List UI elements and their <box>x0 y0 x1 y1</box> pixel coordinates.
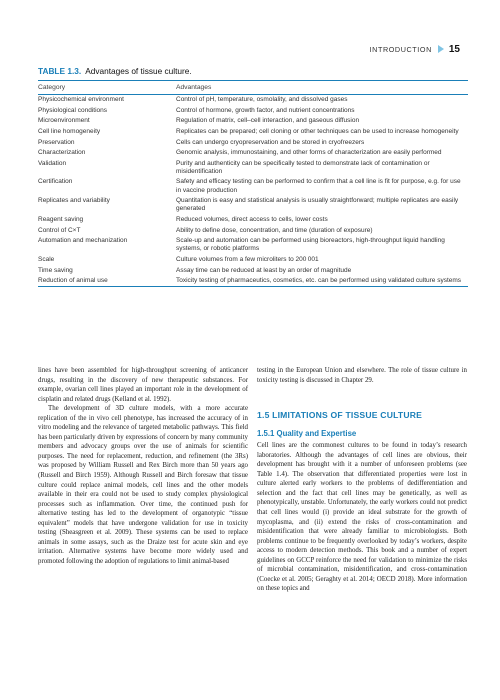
table-cell-category: Control of C×T <box>38 226 81 234</box>
column-header-advantages: Advantages <box>176 84 212 91</box>
table-cell-advantage: Toxicity testing of pharmaceutics, cosmetics, etc. can be performed using validated culture systems <box>176 277 462 285</box>
table-body <box>38 95 468 286</box>
table-cell-category: Characterization <box>38 149 86 157</box>
table-row <box>38 255 468 266</box>
table-row <box>38 158 468 177</box>
table-cell-category: Microenvironment <box>38 117 90 125</box>
table-caption <box>38 66 468 76</box>
table-cell-category: Physicochemical environment <box>38 96 124 104</box>
table-cell-advantage: Purity and authenticity can be specifically tested to demonstrate lack of contamination or misidentification <box>176 159 430 175</box>
column-header-category: Category <box>38 84 66 91</box>
table-cell-advantage: Replicates can be prepared; cell cloning or other techniques can be used to increase homogeneity <box>176 127 459 135</box>
header-arrow-icon <box>438 45 444 53</box>
table-row <box>38 148 468 159</box>
table-row <box>38 215 468 226</box>
table-row <box>38 225 468 236</box>
running-title: INTRODUCTION <box>369 44 432 54</box>
table-cell-category: Validation <box>38 159 67 167</box>
table-row <box>38 265 468 276</box>
table-cell-advantage: Genomic analysis, immunostaining, and other forms of characterization are easily performed <box>176 149 442 157</box>
advantages-table <box>38 80 468 287</box>
table-cell-category: Time saving <box>38 266 73 274</box>
table-row <box>38 196 468 215</box>
table-row <box>38 177 468 196</box>
table-cell-advantage: Regulation of matrix, cell–cell interaction, and gaseous diffusion <box>176 117 360 125</box>
table-row <box>38 106 468 117</box>
table-cell-category: Scale <box>38 255 55 263</box>
table-cell-advantage: Scale-up and automation can be performed using bioreactors, high-throughput liquid handling systems, or robotic platforms <box>176 237 445 253</box>
table-cell-category: Cell line homogeneity <box>38 127 101 135</box>
table-cell-advantage: Control of hormone, growth factor, and nutrient concentrations <box>176 106 355 114</box>
left-text-column <box>38 366 248 566</box>
table-row <box>38 127 468 138</box>
table-cell-category: Reagent saving <box>38 216 84 223</box>
body-paragraph: The development of 3D culture models, with a more accurate replication of the in vivo cell phenotype, has increased the accuracy of in vitro modeling and the relevance of targeted metabolic pathways. This field has been particularly driven by expressions of concern by many community members and advocacy groups over the use of animals for scientific purposes. The need for replacement, reduction, and refinement (the 3Rs) was proposed by William Russell and Rex Birch more than 50 years ago (Russell and Birch 1959). Although Russell and Birch foresaw that tissue culture could replace animal models, cell lines and the other models available in their era could not be used to study complex physiological processes such as inflammation. Over time, the continued push for alternative testing has led to the development of organotypic “tissue equivalent” models that have undergone validation for use in toxicity testing (Sheasgreen et al. 2009). These systems can be used to replace animals in some assays, such as the Draize test for acute skin and eye irritation. Alternative systems have become more widely used and promoted following the adoption of regulations to limit animal-based <box>38 405 248 565</box>
table-cell-category: Physiological conditions <box>38 106 108 114</box>
table-cell-advantage: Safety and efficacy testing can be performed to confirm that a cell line is fit for purpose, e.g. for use in vaccine production <box>176 178 461 194</box>
table-row <box>38 116 468 127</box>
table-cell-category: Replicates and variability <box>38 197 110 205</box>
table-header-row <box>38 81 468 95</box>
subsection-heading: 1.5.1 Quality and Expertise <box>257 428 357 438</box>
table-cell-category: Preservation <box>38 138 75 146</box>
table-cell-advantage: Control of pH, temperature, osmolality, and dissolved gases <box>176 96 348 104</box>
table-cell-category: Reduction of animal use <box>38 277 108 285</box>
running-header <box>340 42 460 56</box>
body-paragraph: Cell lines are the commonest cultures to be found in today’s research laboratories. Although the advantages of cell lines are obvious, their development has brought with it a number of unforeseen problems (see Table 1.4). The observation that differentiated properties were lost in culture alerted early workers to the problems of dedifferentiation and selection and the fact that cell lines may be genetically, as well as phenotypically, unstable. Unfortunately, the early workers could not predict that cell lines would (i) provide an ideal substrate for the growth of mycoplasma, and (ii) extend the risks of cross-contamination and misidentification that were already familiar to microbiologists. Both problems continue to be frequently overlooked by today’s workers, despite access to modern detection methods. This book and a number of expert guidelines on GCCP reinforce the need for validation to minimize the risks of microbial contamination, misidentification, and cross-contamination (Coecke et al. 2005; Geraghty et al. 2014; OECD 2018). More information on these topics and <box>257 442 467 593</box>
table-cell-advantage: Reduced volumes, direct access to cells, lower costs <box>176 216 328 223</box>
section-heading: 1.5 LIMITATIONS OF TISSUE CULTURE <box>257 410 423 421</box>
body-paragraph: testing in the European Union and elsewhere. The role of tissue culture in toxicity testing is discussed in Chapter 29. <box>257 367 467 384</box>
table-cell-advantage: Ability to define dose, concentration, and time (duration of exposure) <box>176 226 373 234</box>
table-cell-category: Automation and mechanization <box>38 237 128 245</box>
table-row <box>38 95 468 106</box>
table-cell-advantage: Quantitation is easy and statistical analysis is usually straightforward; multiple replicates are easily generated <box>176 197 459 213</box>
table-row <box>38 137 468 148</box>
table-cell-advantage: Cells can undergo cryopreservation and be stored in cryofreezers <box>176 138 365 146</box>
table-caption-label: TABLE 1.3. <box>38 66 82 76</box>
table-cell-advantage: Assay time can be reduced at least by an order of magnitude <box>176 266 352 274</box>
right-text-column <box>257 366 467 594</box>
table-caption-title: Advantages of tissue culture. <box>85 66 192 76</box>
table-row <box>38 276 468 287</box>
body-paragraph: lines have been assembled for high-throughput screening of anticancer drugs, resulting in the discovery of new therapeutic substances. For example, ovarian cell lines played an important role in the development of cisplatin and related drugs (Kelland et al. 1992). <box>38 367 248 403</box>
table-row <box>38 236 468 255</box>
table-cell-advantage: Culture volumes from a few microliters to 200 001 <box>176 255 319 263</box>
page-number: 15 <box>448 43 460 55</box>
table-cell-category: Certification <box>38 178 73 186</box>
